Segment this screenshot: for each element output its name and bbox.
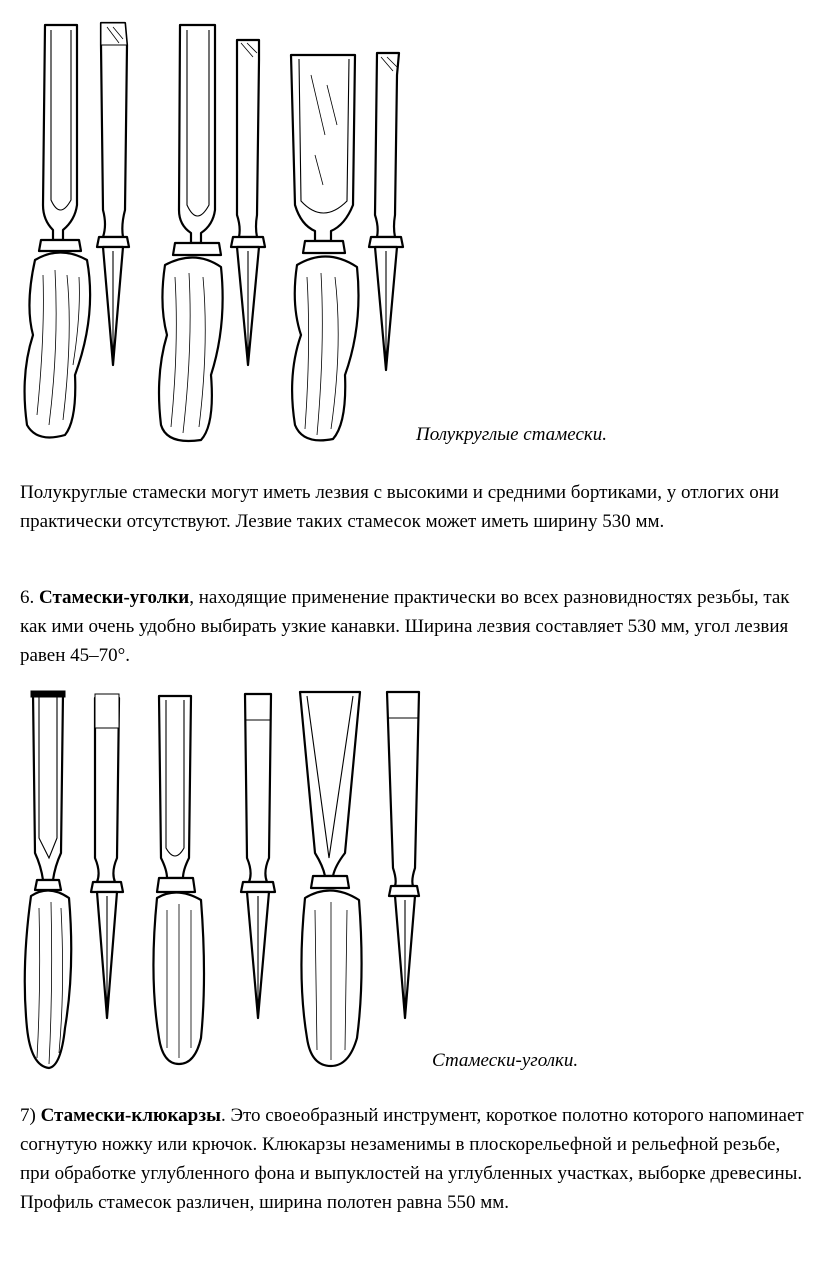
half-round-chisels-illustration: [15, 15, 425, 445]
paragraph3-text: . Это своеобразный инструмент, короткое полотно которого напоминает согнутую ножку или крючок. Клюкарзы незаменимы в плоскорельефной и рельефной резьбе, при обработке углубленного фона и выпуклостей на углубленных участках, выборке древесины. Профиль стамесок различен, ширина полотен равна 550 мм.: [20, 1105, 804, 1213]
gouge-wide: [291, 55, 359, 440]
paragraph2-term: Стамески-уголки: [39, 587, 190, 608]
gouge-large-2: [159, 25, 223, 441]
gouge-narrow-3: [369, 53, 403, 370]
gouge-large-1: [25, 25, 91, 437]
corner-chisels-illustration: [15, 688, 435, 1073]
figure1-caption: Полукруглые стамески.: [416, 424, 608, 445]
corner-chisel-2: [91, 694, 123, 1018]
paragraph2-number: 6.: [20, 587, 35, 608]
figure2-caption: Стамески-уголки.: [432, 1050, 579, 1071]
corner-chisel-3: [153, 696, 204, 1064]
paragraph3-term: Стамески-клюкарзы: [40, 1105, 221, 1126]
paragraph-half-round: Полукруглые стамески могут иметь лезвия с высокими и средними бортиками, у отлогих они практически отсутствуют. Лезвие таких стамесок может иметь ширину 530 мм.: [20, 482, 780, 532]
gouge-narrow-2: [231, 40, 265, 365]
corner-chisel-5: [300, 692, 362, 1066]
paragraph-corner-chisels: [20, 583, 810, 670]
paragraph2-text: , находящие применение практически во всех разновидностях резьбы, так как ими очень удобно выбирать узкие канавки. Ширина лезвия составляет 530 мм, угол лезвия равен 45–70°.: [20, 587, 790, 666]
paragraph-kluykarzy: [20, 1101, 810, 1217]
corner-chisel-4: [241, 694, 275, 1018]
gouge-narrow-1: [97, 23, 129, 365]
corner-chisel-6: [387, 692, 419, 1018]
paragraph3-number: 7): [20, 1105, 36, 1126]
corner-chisel-1: [25, 691, 72, 1068]
